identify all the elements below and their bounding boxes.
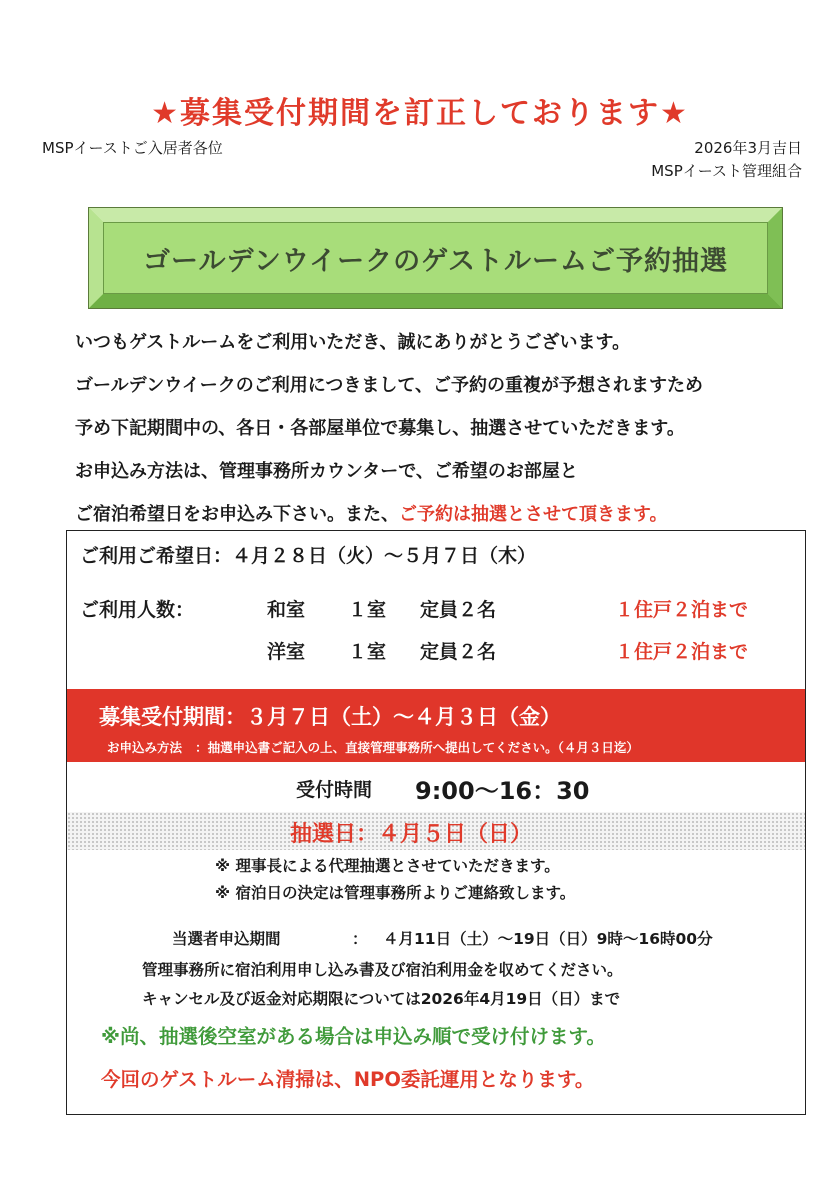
intro-line: お申込み方法は、管理事務所カウンターで、ご希望のお部屋と <box>75 461 578 482</box>
issue-date: 2026年3月吉日 <box>694 139 802 157</box>
intro-line-emphasis: ご予約は抽選とさせて頂きます。 <box>399 504 668 525</box>
intro-paragraph <box>75 321 795 536</box>
application-method <box>107 738 639 756</box>
intro-line: いつもゲストルームをご利用いただき、誠にありがとうございます。 <box>75 332 631 353</box>
intro-line-plain: ご宿泊希望日をお申込み下さい。また、 <box>75 504 399 525</box>
lottery-date: 抽選日：４月５日（日） <box>290 822 533 847</box>
hours-label: 受付時間 <box>296 779 373 801</box>
hours-value: 9:00～16：30 <box>415 777 590 805</box>
room-capacity: 定員２名 <box>420 641 497 663</box>
dates-label: ご利用ご希望日：４月２８日（火）～５月７日（木） <box>80 545 537 567</box>
cancellation-deadline: キャンセル及び返金対応期限については2026年4月19日（日）まで <box>142 990 621 1008</box>
winners-instruction: 管理事務所に宿泊利用申し込み書及び宿泊利用金を収めてください。 <box>142 961 623 979</box>
application-method-text: ：抽選申込書ご記入の上、直接管理事務所へ提出してください。（４月３日迄） <box>195 740 639 755</box>
notice-title: ★募集受付期間を訂正しております★ <box>151 96 689 131</box>
room-type: 洋室 <box>267 641 306 663</box>
room-limit: １住戸２泊まで <box>615 599 749 621</box>
people-label: ご利用人数： <box>80 599 195 621</box>
room-count: １室 <box>348 599 387 621</box>
title-plate-text: ゴールデンウイークのゲストルームご予約抽選 <box>142 245 729 277</box>
addressee: MSPイーストご入居者各位 <box>42 139 223 157</box>
application-period: 募集受付期間：３月７日（土）～４月３日（金） <box>99 705 561 729</box>
application-period-banner <box>67 689 805 762</box>
lottery-note: ※ 理事長による代理抽選とさせていただきます。 <box>215 857 560 875</box>
intro-line: ゴールデンウイークのご利用につきまして、ご予約の重複が予想されますため <box>75 375 704 396</box>
vacancy-note: ※尚、抽選後空室がある場合は申込み順で受け付けます。 <box>101 1025 606 1048</box>
room-limit: １住戸２泊まで <box>615 641 749 663</box>
winners-period: ４月11日（土）～19日（日）9時～16時00分 <box>383 930 713 948</box>
organization: MSPイースト管理組合 <box>651 162 802 180</box>
room-type: 和室 <box>267 599 306 621</box>
lottery-note: ※ 宿泊日の決定は管理事務所よりご連絡致します。 <box>215 884 576 902</box>
room-capacity: 定員２名 <box>420 599 497 621</box>
room-count: １室 <box>348 641 387 663</box>
winners-label: 当選者申込期間 <box>172 930 281 948</box>
cleaning-note: 今回のゲストルーム清掃は、NPO委託運用となります。 <box>101 1068 595 1091</box>
application-method-label: お申込み方法 <box>107 740 183 755</box>
title-plate <box>88 207 783 309</box>
winners-separator: ： <box>352 930 368 948</box>
intro-line: 予め下記期間中の、各日・各部屋単位で募集し、抽選させていただきます。 <box>75 418 685 439</box>
